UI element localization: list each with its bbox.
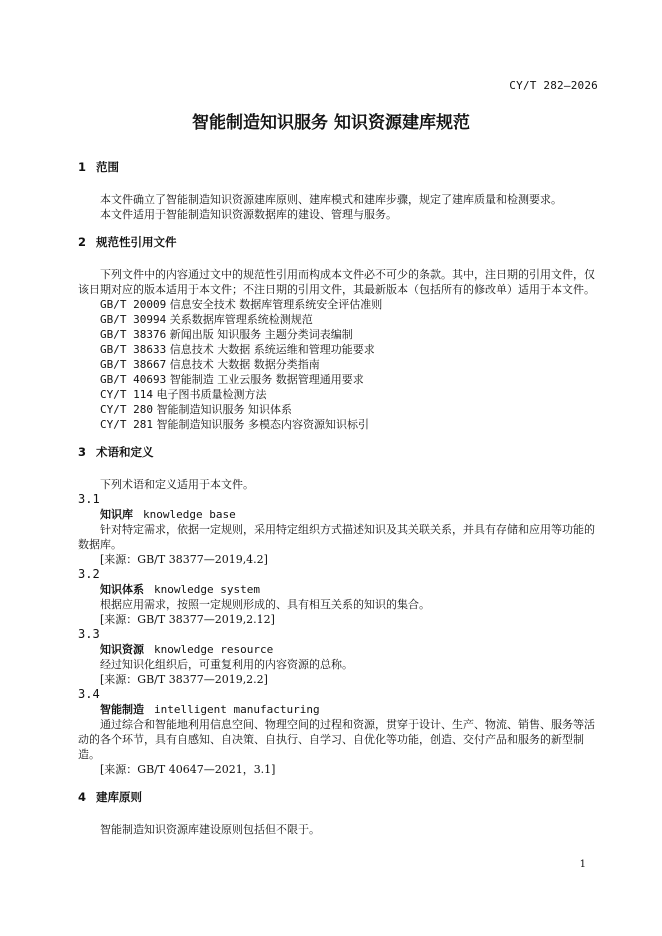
term-entry [78, 627, 600, 687]
term-source: [来源：GB/T 40647—2021，3.1] [100, 763, 276, 776]
paragraph: 下列文件中的内容通过文中的规范性引用而构成本文件必不可少的条款。其中，注日期的引用文件，仅该日期对应的版本适用于本文件；不注日期的引用文件，其最新版本（包括所有的修改单）适用于本文件。 [78, 268, 595, 296]
document-body [78, 160, 600, 837]
standard-code: CY/T 282—2026 [509, 79, 598, 92]
section-scope [78, 160, 600, 222]
reference-list [78, 297, 600, 432]
term-entry [78, 492, 600, 567]
section-heading: 2 规范性引用文件 [78, 235, 177, 249]
reference-item: GB/T 38376 新闻出版 知识服务 主题分类词表编制 [100, 328, 353, 341]
section-terms-definitions [78, 445, 600, 777]
term-definition: 根据应用需求，按照一定规则形成的、具有相互关系的知识的集合。 [100, 598, 430, 611]
section-heading: 3 术语和定义 [78, 445, 154, 459]
term-definition: 通过综合和智能地利用信息空间、物理空间的过程和资源，贯穿于设计、生产、物流、销售、服务等活动的各个环节，具有自感知、自决策、自执行、自学习、自优化等功能，创造、交付产品和服务的新型制造。 [78, 718, 595, 761]
term-source: [来源：GB/T 38377—2019,4.2] [100, 553, 268, 566]
term-name: 智能制造 intelligent manufacturing [100, 703, 320, 716]
reference-item: CY/T 281 智能制造知识服务 多模态内容资源知识标引 [100, 418, 369, 431]
reference-item: GB/T 30994 关系数据库管理系统检测规范 [100, 313, 313, 326]
section-normative-references [78, 235, 600, 432]
term-entry [78, 687, 600, 777]
paragraph: 智能制造知识资源库建设原则包括但不限于。 [100, 823, 320, 836]
term-number: 3.4 [78, 687, 100, 701]
reference-item: GB/T 38667 信息技术 大数据 数据分类指南 [100, 358, 320, 371]
reference-item: CY/T 114 电子图书质量检测方法 [100, 388, 267, 401]
term-definition: 经过知识化组织后，可重复利用的内容资源的总称。 [100, 658, 353, 671]
section-heading: 4 建库原则 [78, 790, 142, 804]
term-name: 知识库 knowledge base [100, 508, 236, 521]
document-title: 智能制造知识服务 知识资源建库规范 [192, 113, 470, 133]
term-entry [78, 567, 600, 627]
reference-item: CY/T 280 智能制造知识服务 知识体系 [100, 403, 292, 416]
paragraph: 本文件适用于智能制造知识资源数据库的建设、管理与服务。 [100, 208, 397, 221]
section-principles [78, 790, 600, 837]
term-name: 知识资源 knowledge resource [100, 643, 274, 656]
term-definition: 针对特定需求，依据一定规则，采用特定组织方式描述知识及其关联关系，并具有存储和应用等功能的数据库。 [78, 523, 595, 551]
page-number: 1 [579, 859, 586, 870]
term-source: [来源：GB/T 38377—2019,2.12] [100, 613, 275, 626]
term-name: 知识体系 knowledge system [100, 583, 260, 596]
term-source: [来源：GB/T 38377—2019,2.2] [100, 673, 268, 686]
paragraph: 本文件确立了智能制造知识资源建库原则、建库模式和建库步骤，规定了建库质量和检测要求。 [100, 193, 562, 206]
term-number: 3.1 [78, 492, 100, 506]
paragraph: 下列术语和定义适用于本文件。 [100, 478, 254, 491]
section-heading: 1 范围 [78, 160, 119, 174]
term-number: 3.3 [78, 627, 100, 641]
term-number: 3.2 [78, 567, 100, 581]
reference-item: GB/T 20009 信息安全技术 数据库管理系统安全评估准则 [100, 298, 383, 311]
reference-item: GB/T 40693 智能制造 工业云服务 数据管理通用要求 [100, 373, 364, 386]
reference-item: GB/T 38633 信息技术 大数据 系统运维和管理功能要求 [100, 343, 375, 356]
